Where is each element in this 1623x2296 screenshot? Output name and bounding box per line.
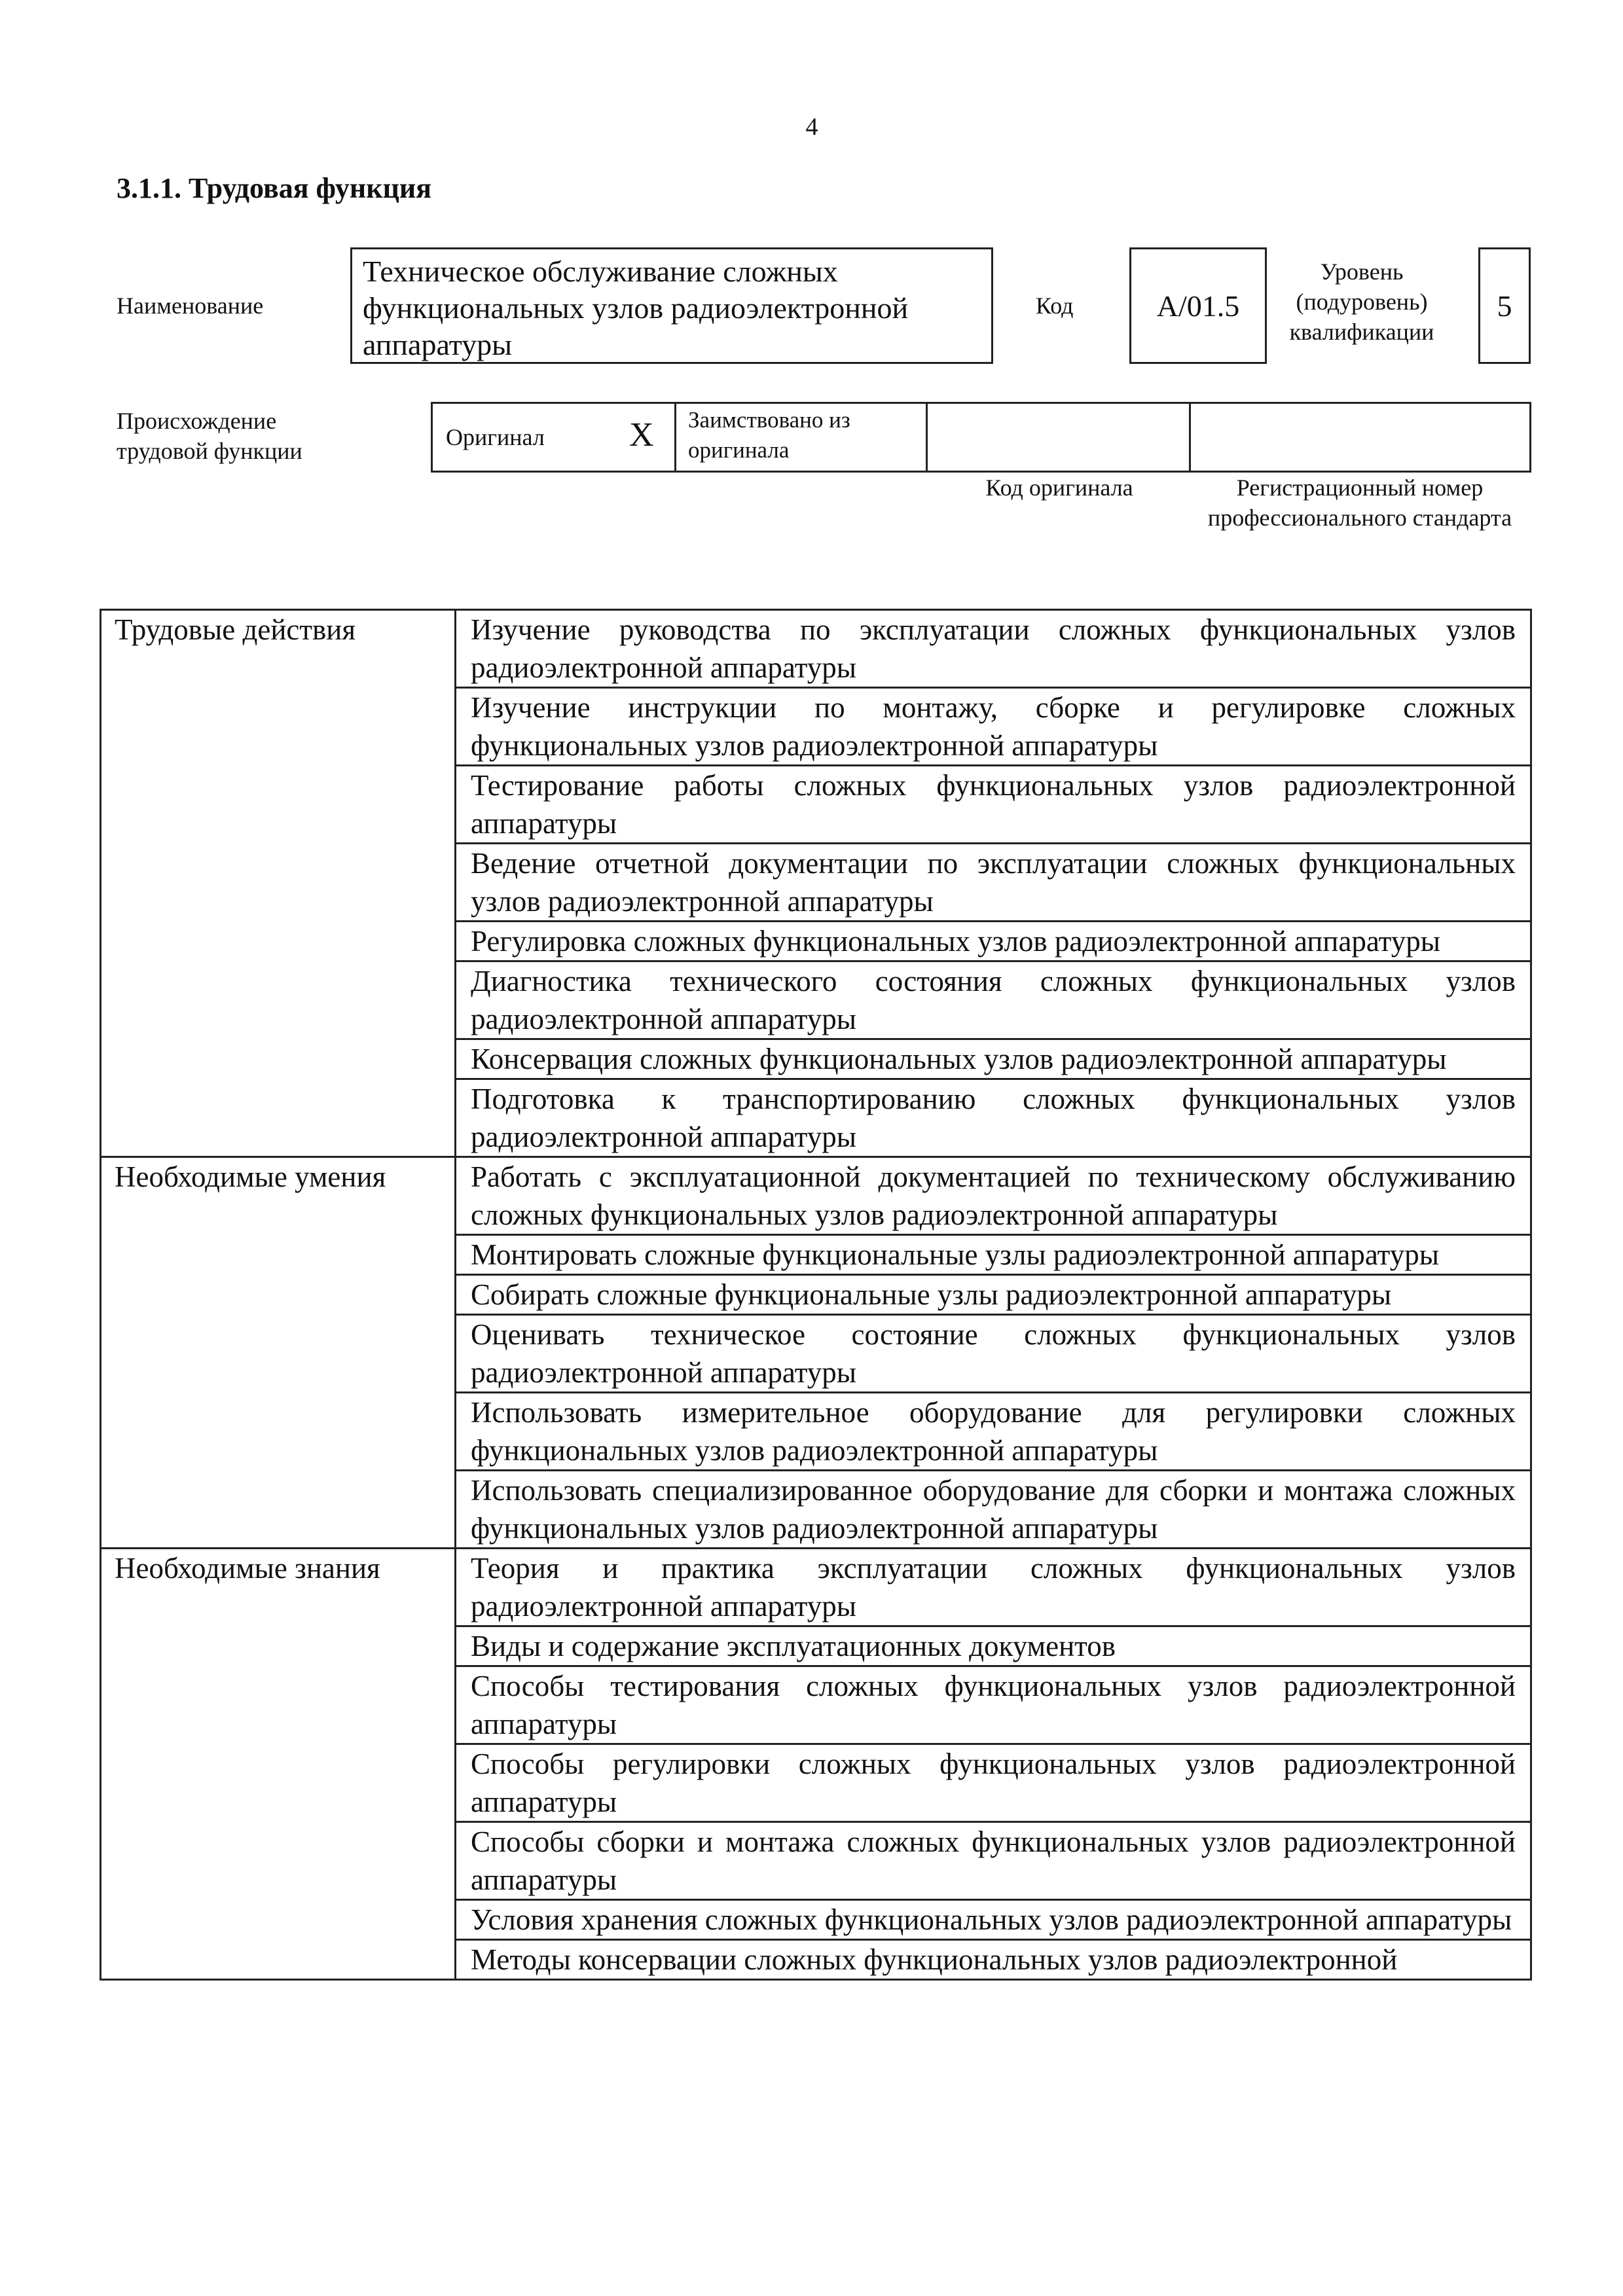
item-cell: Тестирование работы сложных функциональных узлов радиоэлектронной аппаратуры — [456, 766, 1531, 844]
item-cell: Монтировать сложные функциональные узлы радиоэлектронной аппаратуры — [456, 1235, 1531, 1275]
item-cell: Использовать измерительное оборудование для регулировки сложных функциональных узлов радиоэлектронной аппаратуры — [456, 1393, 1531, 1471]
item-cell: Изучение руководства по эксплуатации сложных функциональных узлов радиоэлектронной аппаратуры — [456, 610, 1531, 688]
name-label: Наименование — [117, 293, 264, 319]
item-cell: Виды и содержание эксплуатационных документов — [456, 1626, 1531, 1666]
item-cell: Собирать сложные функциональные узлы радиоэлектронной аппаратуры — [456, 1275, 1531, 1315]
borrowed-cell — [676, 404, 928, 471]
item-cell: Способы сборки и монтажа сложных функциональных узлов радиоэлектронной аппаратуры — [456, 1822, 1531, 1900]
item-cell: Подготовка к транспортированию сложных функциональных узлов радиоэлектронной аппаратуры — [456, 1079, 1531, 1157]
item-cell: Регулировка сложных функциональных узлов радиоэлектронной аппаратуры — [456, 922, 1531, 961]
item-cell: Диагностика технического состояния сложных функциональных узлов радиоэлектронной аппаратуры — [456, 961, 1531, 1039]
item-cell: Консервация сложных функциональных узлов радиоэлектронной аппаратуры — [456, 1039, 1531, 1079]
section-title: 3.1.1. Трудовая функция — [117, 172, 432, 204]
original-label: Оригинал — [446, 424, 545, 450]
item-cell: Способы регулировки сложных функциональных узлов радиоэлектронной аппаратуры — [456, 1744, 1531, 1822]
table-row — [101, 1157, 1531, 1235]
item-cell: Способы тестирования сложных функциональных узлов радиоэлектронной аппаратуры — [456, 1666, 1531, 1744]
reg-number-cell — [1191, 404, 1529, 471]
item-cell: Методы консервации сложных функциональных узлов радиоэлектронной — [456, 1940, 1531, 1980]
original-mark: X — [629, 416, 654, 454]
item-cell: Изучение инструкции по монтажу, сборке и регулировке сложных функциональных узлов радиоэлектронной аппаратуры — [456, 688, 1531, 766]
labor-function-table — [100, 609, 1532, 1981]
borrowed-label: Заимствовано из оригинала — [688, 407, 850, 463]
code-original-cell — [928, 404, 1191, 471]
origin-original-cell — [433, 404, 676, 471]
category-cell: Трудовые действия — [101, 610, 456, 1157]
origin-table — [431, 402, 1531, 473]
item-cell: Ведение отчетной документации по эксплуатации сложных функциональных узлов радиоэлектронной аппаратуры — [456, 844, 1531, 922]
level-label: Уровень (подуровень) квалификации — [1289, 259, 1434, 345]
item-cell: Условия хранения сложных функциональных узлов радиоэлектронной аппаратуры — [456, 1900, 1531, 1940]
code-label: Код — [1036, 293, 1074, 319]
name-value: Техническое обслуживание сложных функциональных узлов радиоэлектронной аппаратуры — [350, 247, 993, 364]
table-body — [101, 610, 1531, 1980]
page-number: 4 — [805, 113, 818, 141]
reg-number-caption: Регистрационный номер профессионального стандарта — [1207, 475, 1512, 531]
table-row — [101, 1549, 1531, 1626]
item-cell: Использовать специализированное оборудование для сборки и монтажа сложных функциональных узлов радиоэлектронной аппаратуры — [456, 1471, 1531, 1549]
code-value: А/01.5 — [1129, 247, 1267, 364]
item-cell: Работать с эксплуатационной документацией по техническому обслуживанию сложных функциональных узлов радиоэлектронной аппаратуры — [456, 1157, 1531, 1235]
item-cell: Оценивать техническое состояние сложных функциональных узлов радиоэлектронной аппаратуры — [456, 1315, 1531, 1393]
category-cell: Необходимые знания — [101, 1549, 456, 1980]
category-cell: Необходимые умения — [101, 1157, 456, 1549]
item-cell: Теория и практика эксплуатации сложных функциональных узлов радиоэлектронной аппаратуры — [456, 1549, 1531, 1626]
origin-label: Происхождение трудовой функции — [117, 408, 302, 464]
table-row — [101, 610, 1531, 688]
code-original-caption: Код оригинала — [985, 475, 1133, 501]
level-value: 5 — [1478, 247, 1531, 364]
